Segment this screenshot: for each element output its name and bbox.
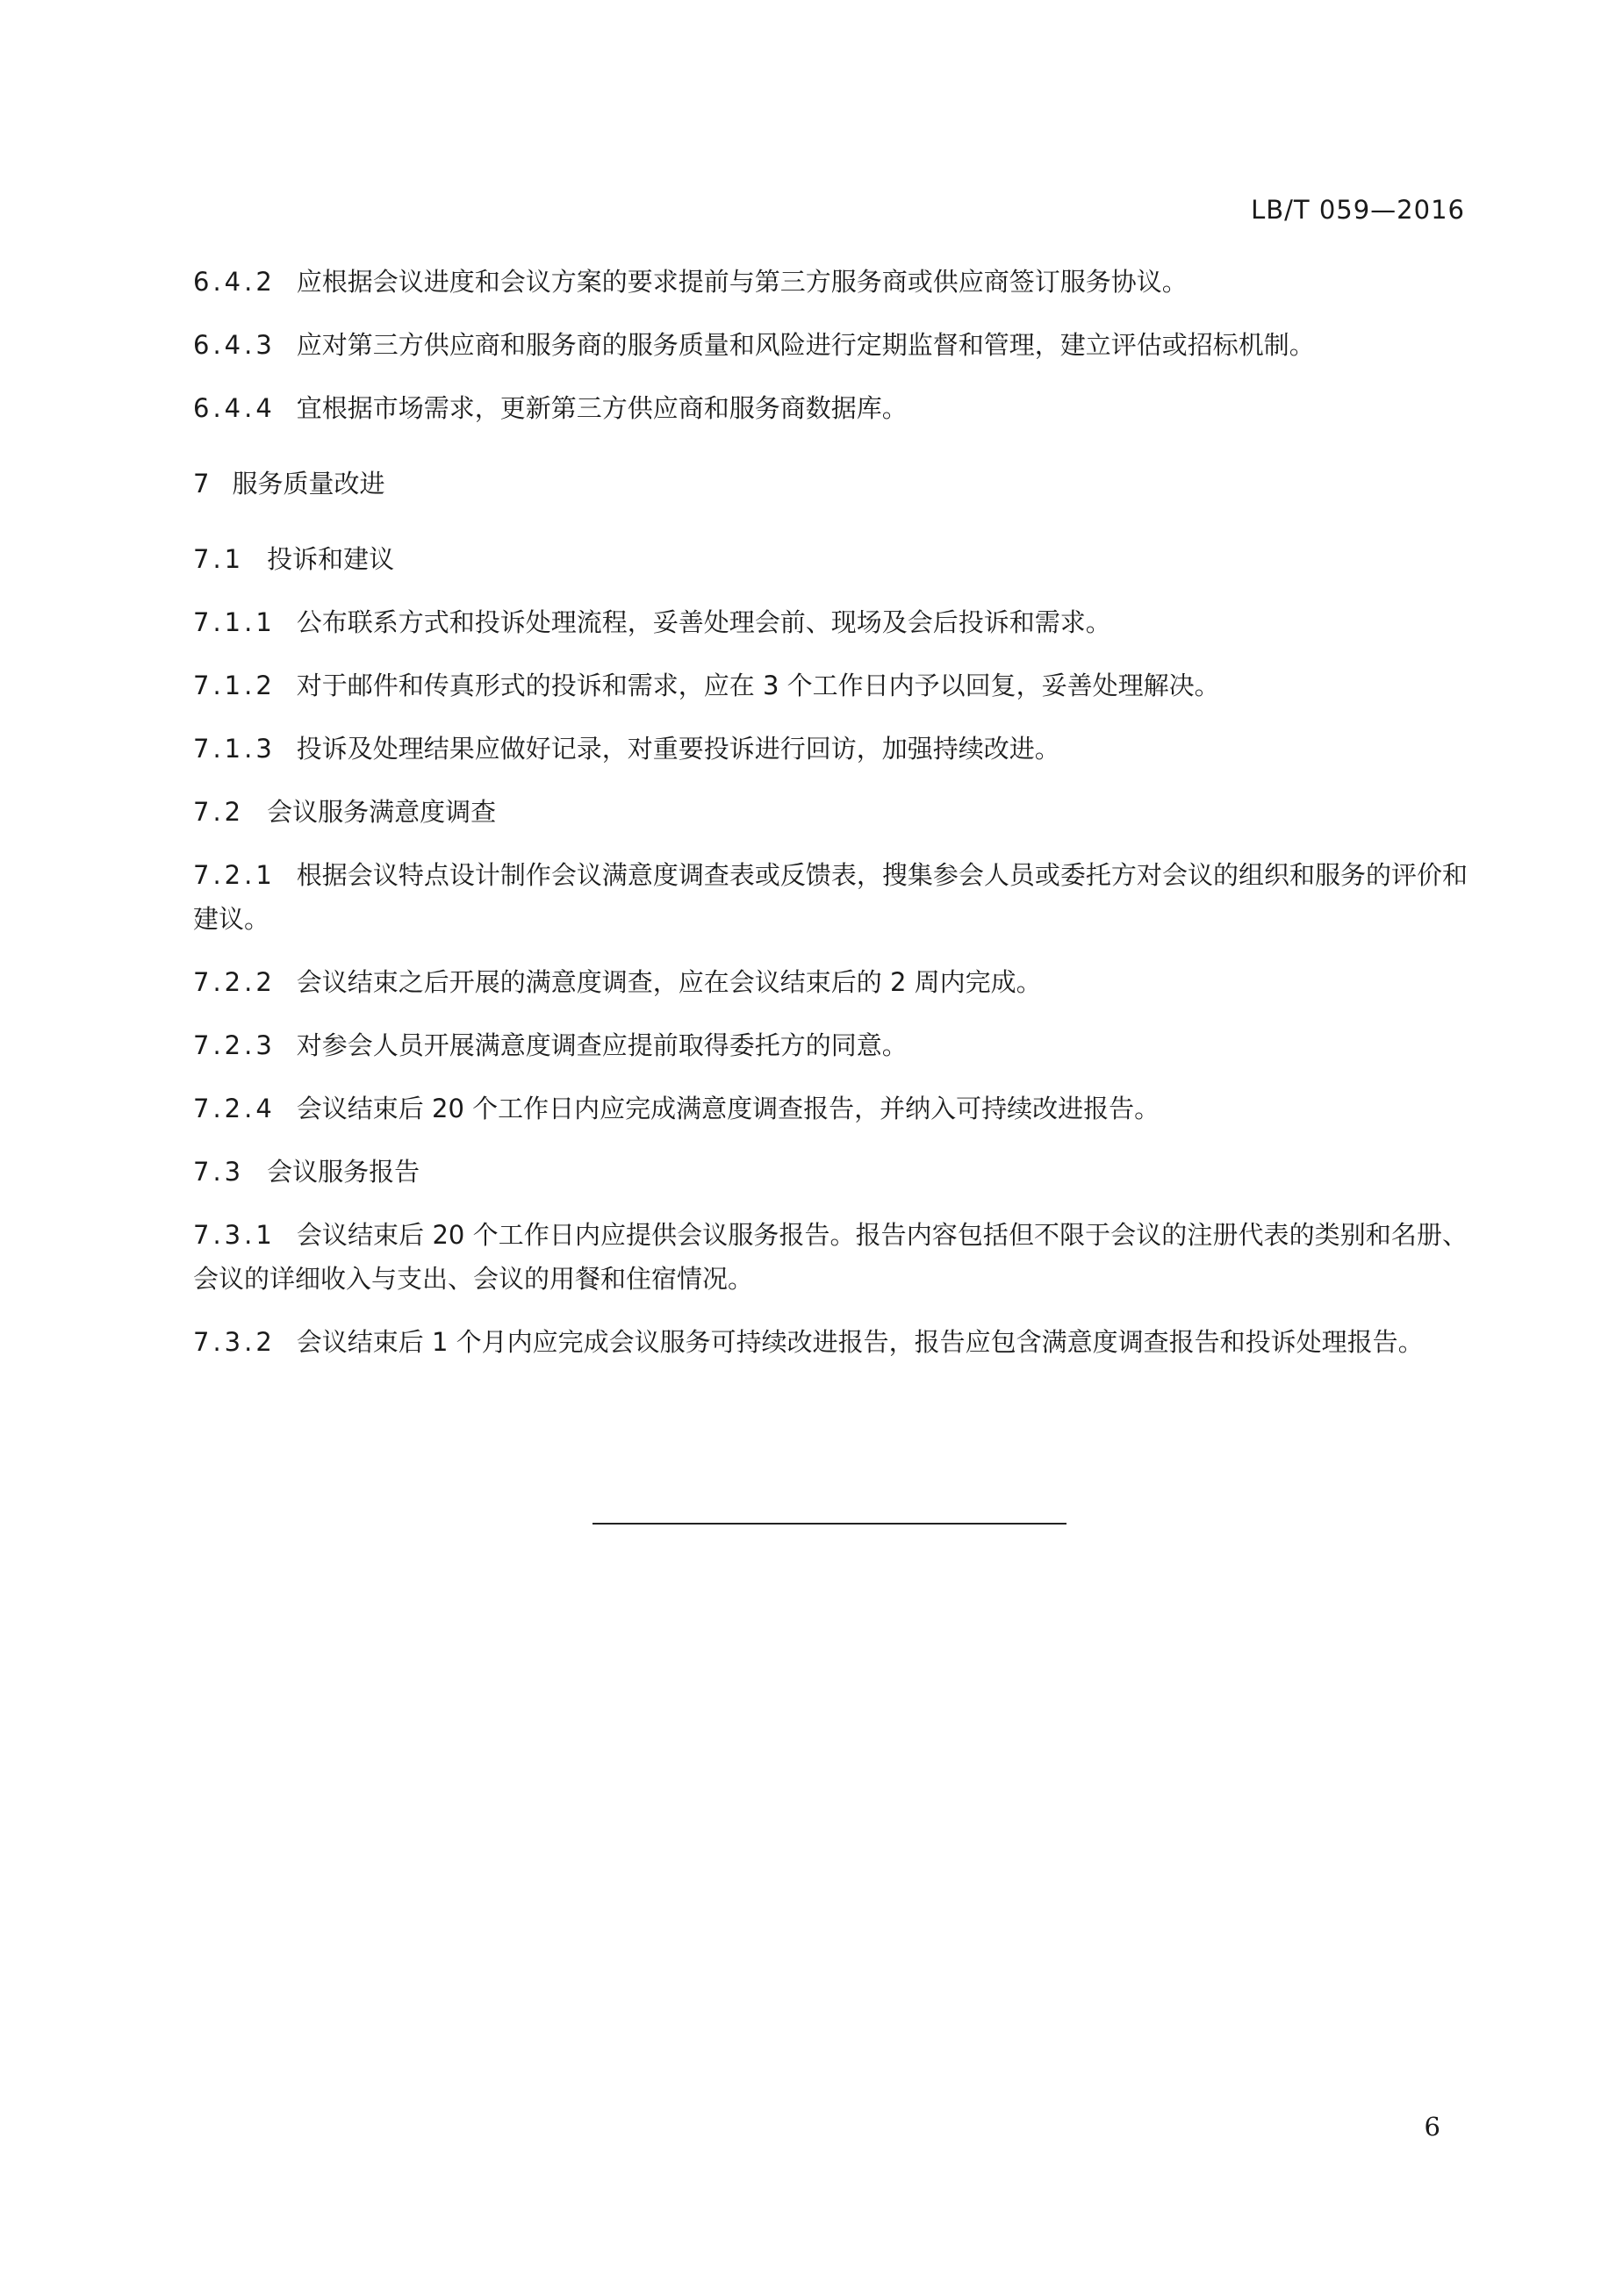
clause-text: 会议结束后 1 个月内应完成会议服务可持续改进报告，报告应包含满意度调查报告和投诉处理报告。 [296, 1327, 1424, 1357]
clause-text: 投诉及处理结果应做好记录，对重要投诉进行回访，加强持续改进。 [296, 734, 1060, 764]
section-7-1-heading [193, 537, 1468, 581]
clause-6-4-4 [193, 386, 1468, 430]
clause-7-2-2 [193, 960, 1468, 1004]
clause-number: 7.1.1 [193, 607, 276, 637]
end-of-document-rule [592, 1523, 1066, 1525]
section-number: 7 [193, 469, 210, 499]
section-7-heading [193, 462, 1468, 506]
clause-7-2-3 [193, 1023, 1468, 1067]
section-7-3-heading [193, 1150, 1468, 1194]
clause-number: 7.2.1 [193, 860, 276, 890]
section-number: 7.1 [193, 544, 245, 574]
clause-text: 会议结束后 20 个工作日内应完成满意度调查报告，并纳入可持续改进报告。 [296, 1094, 1160, 1123]
clause-6-4-2 [193, 260, 1468, 304]
clause-number: 6.4.2 [193, 267, 276, 297]
clause-number: 6.4.4 [193, 393, 276, 423]
page-number: 6 [1424, 2112, 1440, 2142]
clause-text: 会议结束之后开展的满意度调查，应在会议结束后的 2 周内完成。 [296, 967, 1042, 997]
clause-7-2-1 [193, 853, 1468, 941]
clause-number: 7.3.1 [193, 1220, 276, 1250]
clause-7-1-2 [193, 664, 1468, 707]
page-content [193, 260, 1468, 1383]
clause-text: 会议结束后 20 个工作日内应提供会议服务报告。报告内容包括但不限于会议的注册代表的类别和名册、会议的详细收入与支出、会议的用餐和住宿情况。 [193, 1220, 1468, 1294]
clause-number: 7.1.2 [193, 671, 276, 700]
clause-text: 根据会议特点设计制作会议满意度调查表或反馈表，搜集参会人员或委托方对会议的组织和服务的评价和建议。 [193, 860, 1468, 934]
clause-6-4-3 [193, 323, 1468, 367]
section-title: 会议服务报告 [267, 1157, 420, 1187]
standard-code: LB/T 059—2016 [1251, 195, 1465, 225]
section-title: 服务质量改进 [232, 469, 385, 499]
clause-7-1-1 [193, 600, 1468, 644]
clause-number: 7.2.2 [193, 967, 276, 997]
clause-text: 对于邮件和传真形式的投诉和需求，应在 3 个工作日内予以回复，妥善处理解决。 [296, 671, 1220, 700]
clause-7-3-2 [193, 1320, 1468, 1364]
section-title: 会议服务满意度调查 [267, 797, 497, 827]
clause-7-2-4 [193, 1087, 1468, 1130]
clause-text: 宜根据市场需求，更新第三方供应商和服务商数据库。 [296, 393, 908, 423]
clause-number: 7.2.4 [193, 1094, 276, 1123]
clause-number: 7.2.3 [193, 1030, 276, 1060]
clause-7-1-3 [193, 727, 1468, 771]
clause-text: 应根据会议进度和会议方案的要求提前与第三方服务商或供应商签订服务协议。 [296, 267, 1188, 297]
section-number: 7.3 [193, 1157, 245, 1187]
section-title: 投诉和建议 [267, 544, 395, 574]
clause-text: 公布联系方式和投诉处理流程，妥善处理会前、现场及会后投诉和需求。 [296, 607, 1111, 637]
section-number: 7.2 [193, 797, 245, 827]
clause-7-3-1 [193, 1213, 1468, 1301]
clause-number: 6.4.3 [193, 330, 276, 360]
clause-text: 应对第三方供应商和服务商的服务质量和风险进行定期监督和管理，建立评估或招标机制。 [296, 330, 1315, 360]
section-7-2-heading [193, 790, 1468, 834]
clause-number: 7.3.2 [193, 1327, 276, 1357]
clause-number: 7.1.3 [193, 734, 276, 764]
clause-text: 对参会人员开展满意度调查应提前取得委托方的同意。 [296, 1030, 908, 1060]
